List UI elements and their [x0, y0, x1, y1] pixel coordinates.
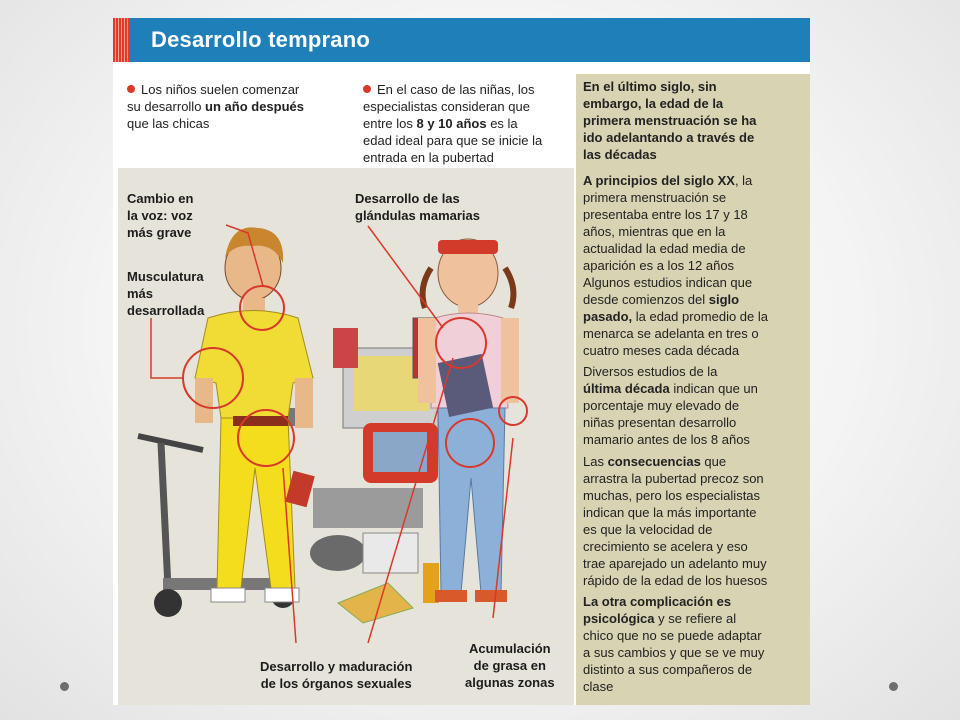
callout-fat-line: de grasa en: [473, 658, 546, 673]
facts-line: muchas, pero los especialistas: [583, 488, 761, 503]
girls-intro-emphasis: 8 y 10 años: [416, 116, 487, 131]
girls-intro-line-1: En el caso de las niñas, los: [377, 82, 535, 97]
facts-paragraph-2: [583, 172, 805, 274]
callout-glands-line: Desarrollo de las: [355, 191, 460, 206]
facts-line: Algunos estudios indican que: [583, 275, 753, 290]
facts-paragraph-6: [583, 593, 805, 695]
girls-intro-line-4: edad ideal para que se inicie la: [363, 133, 543, 148]
callout-muscles-line: desarrollada: [127, 303, 205, 318]
bullet-icon: [363, 85, 371, 93]
facts-line: y se refiere al: [654, 611, 737, 626]
facts-emphasis: pasado,: [583, 309, 633, 324]
boys-intro: [127, 81, 335, 132]
facts-line: Las: [583, 454, 608, 469]
facts-line: embargo, la edad de la: [583, 96, 724, 111]
facts-line: clase: [583, 679, 614, 694]
facts-paragraph-4: [583, 363, 805, 448]
boys-intro-line-1: Los niños suelen comenzar: [141, 82, 300, 97]
callout-fat-line: algunas zonas: [465, 675, 555, 690]
facts-line: aparición es a los 12 años: [583, 258, 735, 273]
facts-emphasis: psicológica: [583, 611, 655, 626]
facts-line: cuatro meses cada década: [583, 343, 740, 358]
bullet-icon: [127, 85, 135, 93]
girls-intro-line-3-end: es la: [486, 116, 518, 131]
facts-line: menarca se adelanta en tres o: [583, 326, 759, 341]
callout-fat-line: Acumulación: [468, 641, 551, 656]
facts-line: presentaba entre los 17 y 18: [583, 207, 748, 222]
facts-line: En el último siglo, sin: [583, 79, 717, 94]
slide-dot-left: [60, 682, 69, 691]
facts-emphasis: consecuencias: [607, 454, 701, 469]
callout-voice-line: la voz: voz: [127, 208, 193, 223]
facts-line: las décadas: [583, 147, 657, 162]
facts-line: trae aparejado un adelanto muy: [583, 556, 767, 571]
girls-intro-line-2: especialistas consideran que: [363, 99, 530, 114]
facts-line: crecimiento se acelera y eso: [583, 539, 748, 554]
callout-glands: [355, 190, 480, 224]
facts-line: porcentaje muy elevado de: [583, 398, 740, 413]
facts-paragraph-1: [583, 78, 805, 163]
boys-intro-line-2: su desarrollo: [127, 99, 206, 114]
callout-muscles-line: Musculatura: [127, 269, 204, 284]
callout-muscles-line: más: [127, 286, 154, 301]
callout-glands-line: glándulas mamarias: [355, 208, 480, 223]
facts-line: arrastra la pubertad precoz son: [583, 471, 764, 486]
facts-line: Diversos estudios de la: [583, 364, 718, 379]
girls-intro-line-3: entre los: [363, 116, 417, 131]
facts-paragraph-3: [583, 274, 805, 359]
callout-organs-line: de los órganos sexuales: [260, 676, 412, 691]
facts-line: indican que un: [669, 381, 758, 396]
facts-line: mamario antes de los 8 años: [583, 432, 750, 447]
girls-intro: [363, 81, 573, 166]
facts-line: es que la velocidad de: [583, 522, 713, 537]
facts-line: a sus cambios y que se ve muy: [583, 645, 765, 660]
infographic: [113, 18, 810, 705]
facts-line: actualidad la edad media de: [583, 241, 746, 256]
facts-line: chico que no se puede adaptar: [583, 628, 762, 643]
facts-line: , la: [734, 173, 753, 188]
callout-organs-line: Desarrollo y maduración: [260, 659, 413, 674]
facts-line: desde comienzos del: [583, 292, 709, 307]
facts-line: la edad promedio de la: [632, 309, 768, 324]
facts-line: rápido de la edad de los huesos: [583, 573, 768, 588]
callout-fat: [465, 640, 555, 691]
page-title: Desarrollo temprano: [151, 27, 370, 52]
facts-line: distinto a sus compañeros de: [583, 662, 753, 677]
callout-voice-line: Cambio en: [127, 191, 194, 206]
girls-intro-line-5: entrada en la pubertad: [363, 150, 494, 165]
facts-line: primera menstruación se ha: [583, 113, 757, 128]
callout-organs: [260, 658, 412, 692]
facts-line: ido adelantando a través de: [583, 130, 755, 145]
facts-line: años, mientras que en la: [583, 224, 726, 239]
facts-line: niñas presentan desarrollo: [583, 415, 737, 430]
facts-emphasis: siglo: [708, 292, 740, 307]
boys-intro-line-3: que las chicas: [127, 116, 210, 131]
facts-line: que: [700, 454, 727, 469]
slide-dot-right: [889, 682, 898, 691]
facts-paragraph-5: [583, 453, 805, 589]
boy-figure: [195, 227, 315, 602]
callout-voice: [127, 190, 193, 241]
boys-intro-emphasis: un año después: [205, 99, 305, 114]
facts-line: primera menstruación se: [583, 190, 727, 205]
facts-emphasis: A principios del siglo XX: [583, 173, 735, 188]
facts-emphasis: última década: [583, 381, 670, 396]
callout-muscles: [127, 268, 204, 319]
callout-voice-line: más grave: [127, 225, 192, 240]
facts-line: indican que la más importante: [583, 505, 757, 520]
facts-emphasis: La otra complicación es: [583, 594, 732, 609]
